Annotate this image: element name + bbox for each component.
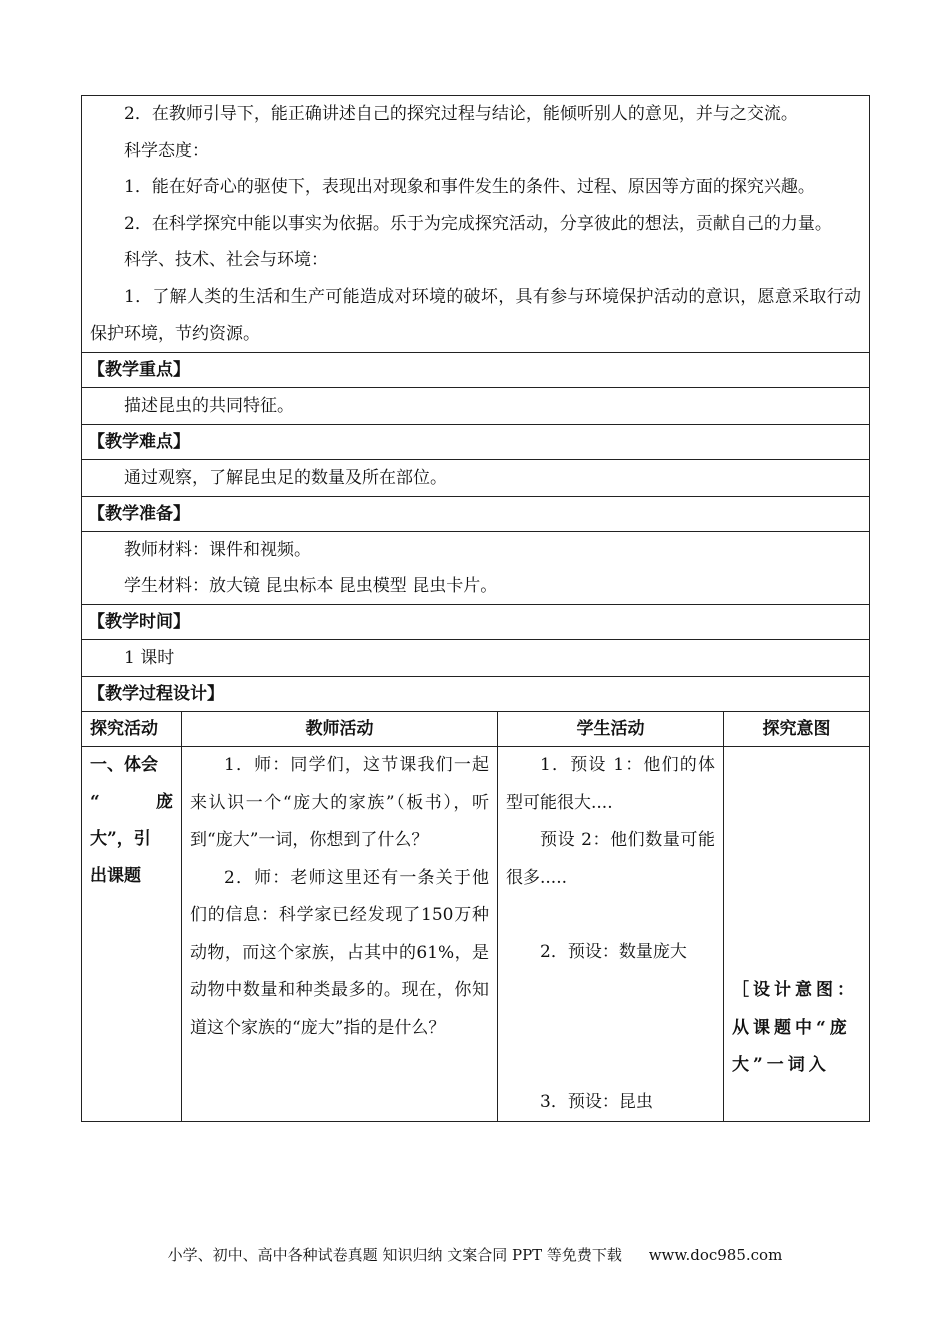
teacher-activity-cell — [182, 747, 498, 1122]
process-title-row — [82, 677, 870, 712]
key-point-title-row — [82, 353, 870, 388]
teacher-materials: 教师材料：课件和视频。 — [124, 540, 311, 561]
process-title: 【教学过程设计】 — [82, 677, 870, 712]
objective-paragraph: 1．了解人类的生活和生产可能造成对环境的破坏，具有参与环境保护活动的意识，愿意采取行动保护环境，节约资源。 — [90, 286, 862, 344]
lesson-plan-table — [81, 95, 870, 1122]
process-row — [82, 747, 870, 1122]
column-header: 探究活动 — [82, 712, 182, 747]
objectives-row — [82, 96, 870, 353]
objectives-cell — [82, 96, 870, 353]
time-title: 【教学时间】 — [82, 605, 870, 640]
student-step: 2．预设：数量庞大 — [540, 942, 687, 963]
objective-paragraph: 2．在科学探究中能以事实为依据。乐于为完成探究活动，分享彼此的想法，贡献自己的力量。 — [124, 213, 832, 234]
teacher-step: 1．师：同学们，这节课我们一起来认识一个“庞大的家族”（板书），听到“庞大”一词，你想到了什么？ — [190, 755, 489, 851]
student-activity-cell — [498, 747, 724, 1122]
footer-site: www.doc985.com — [648, 1246, 783, 1264]
student-materials: 学生材料：放大镜 昆虫标本 昆虫模型 昆虫卡片。 — [124, 576, 498, 597]
difficulty-body-row — [82, 460, 870, 497]
difficulty-title: 【教学难点】 — [82, 425, 870, 460]
design-intent: ［设计意图：从课题中“庞大”一词入 — [732, 980, 858, 1076]
column-header: 探究意图 — [724, 712, 870, 747]
process-header-row — [82, 712, 870, 747]
activity-line: 一、体会 — [90, 755, 158, 776]
objective-paragraph: 2．在教师引导下，能正确讲述自己的探究过程与结论，能倾听别人的意见，并与之交流。 — [124, 104, 798, 124]
objective-heading: 科学、技术、社会与环境： — [124, 250, 328, 271]
preparation-body-row — [82, 532, 870, 605]
objective-heading: 科学态度： — [124, 140, 209, 161]
time-text: 1 课时 — [124, 648, 175, 669]
footer-text: 小学、初中、高中各种试卷真题 知识归纳 文案合同 PPT 等免费下载 — [167, 1246, 622, 1264]
column-header: 教师活动 — [182, 712, 498, 747]
objective-paragraph: 1．能在好奇心的驱使下，表现出对现象和事件发生的条件、过程、原因等方面的探究兴趣。 — [124, 177, 815, 198]
difficulty-title-row — [82, 425, 870, 460]
teacher-step: 2．师：老师这里还有一条关于他们的信息：科学家已经发现了150万种动物，而这个家族，占其中的61%，是动物中数量和种类最多的。现在，你知道这个家族的“庞大”指的是什么？ — [190, 867, 489, 1038]
preparation-title-row — [82, 497, 870, 532]
key-point-body-row — [82, 388, 870, 425]
preparation-title: 【教学准备】 — [82, 497, 870, 532]
page-footer — [0, 1244, 950, 1265]
difficulty-text: 通过观察，了解昆虫足的数量及所在部位。 — [124, 468, 447, 489]
time-body-row — [82, 640, 870, 677]
time-title-row — [82, 605, 870, 640]
key-point-title: 【教学重点】 — [82, 353, 870, 388]
student-step: 1．预设 1：他们的体型可能很大.... — [506, 755, 715, 813]
student-step: 预设 2：他们数量可能很多..... — [506, 830, 715, 888]
activity-cell — [82, 747, 182, 1122]
student-step: 3．预设：昆虫 — [540, 1091, 653, 1112]
activity-line: “ 庞 — [90, 792, 173, 813]
key-point-text: 描述昆虫的共同特征。 — [124, 396, 294, 417]
activity-line: 出课题 — [90, 866, 141, 887]
lesson-plan-page — [81, 95, 869, 1122]
column-header: 学生活动 — [498, 712, 724, 747]
intent-cell — [724, 747, 870, 1122]
activity-line: 大”，引 — [90, 829, 151, 850]
